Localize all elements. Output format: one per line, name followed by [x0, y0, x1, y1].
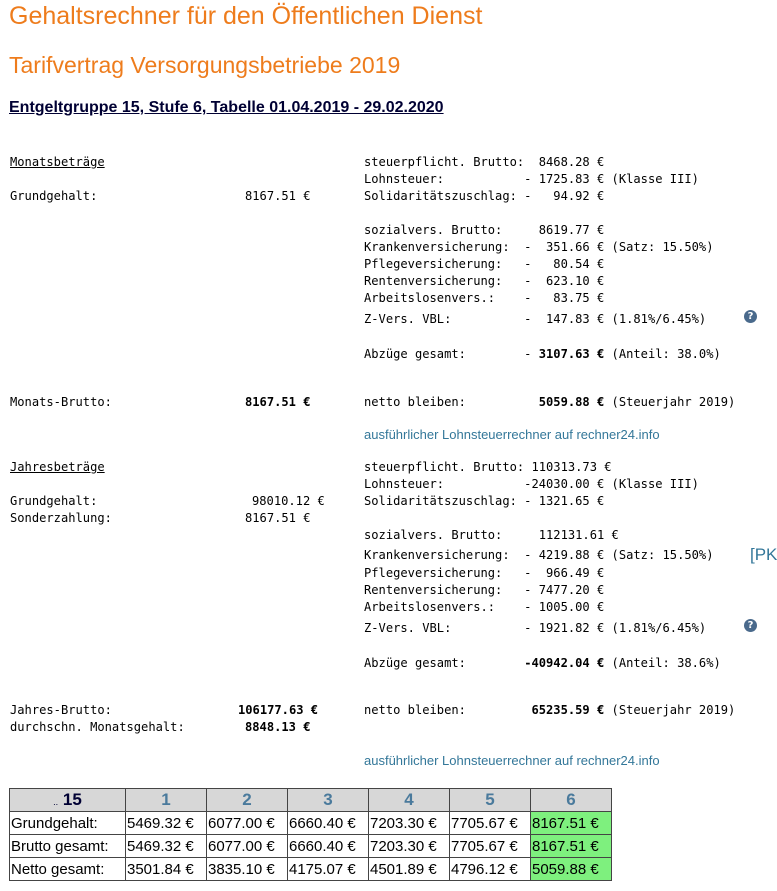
- page-subtitle: Tarifvertrag Versorgungsbetriebe 2019: [9, 52, 401, 78]
- monthly-heading[interactable]: Monatsbeträge: [10, 155, 105, 169]
- table-cell: 6077.00 €: [207, 812, 288, 835]
- yearly-netto-note: (Steuerjahr 2019): [604, 703, 736, 717]
- yearly-steuer-brutto: steuerpflicht. Brutto: 110313.73 €: [364, 460, 612, 474]
- table-cell: 4796.12 €: [450, 858, 531, 881]
- table-row: [10, 858, 612, 881]
- row-label: Brutto gesamt:: [10, 835, 126, 858]
- yearly-sonder-value: 8167.51 €: [245, 511, 311, 525]
- yearly-rechner-link[interactable]: ausführlicher Lohnsteuerrechner auf rechner24.info: [364, 753, 660, 768]
- monthly-netto-value: 5059.88 €: [538, 395, 605, 409]
- table-cell: 7203.30 €: [369, 812, 450, 835]
- table-cell: 4501.89 €: [369, 858, 450, 881]
- help-icon[interactable]: ?: [744, 310, 757, 323]
- yearly-abzuege-label: Abzüge gesamt:: [364, 656, 525, 670]
- table-cell-selected: 8167.51 €: [531, 812, 612, 835]
- yearly-krankenversicherung: Krankenversicherung: - 4219.88 € (Satz: 15.50%): [364, 548, 714, 562]
- page-title: Gehaltsrechner für den Öffentlichen Dienst: [9, 2, 483, 30]
- yearly-zvers: Z-Vers. VBL: - 1921.82 € (1.81%/6.45%): [364, 621, 707, 635]
- table-cell: 6660.40 €: [288, 812, 369, 835]
- monthly-lohnsteuer: Lohnsteuer: - 1725.83 € (Klasse III): [364, 172, 699, 186]
- table-corner-group: .. 15: [10, 789, 126, 812]
- yearly-netto-label: netto bleiben:: [364, 703, 532, 717]
- yearly-avg-label: durchschn. Monatsgehalt:: [10, 720, 185, 734]
- monthly-zvers: Z-Vers. VBL: - 147.83 € (1.81%/6.45%): [364, 312, 707, 326]
- monthly-steuer-brutto: steuerpflicht. Brutto: 8468.28 €: [364, 155, 605, 169]
- table-cell-selected: 8167.51 €: [531, 835, 612, 858]
- table-cell: 7705.67 €: [450, 812, 531, 835]
- yearly-rentenversicherung: Rentenversicherung: - 7477.20 €: [364, 583, 605, 597]
- table-cell: 7705.67 €: [450, 835, 531, 858]
- table-cell-selected: 5059.88 €: [531, 858, 612, 881]
- yearly-brutto-label: Jahres-Brutto:: [10, 703, 112, 717]
- table-cell: 3835.10 €: [207, 858, 288, 881]
- yearly-avg-value: 8848.13 €: [245, 720, 311, 734]
- stufe-header[interactable]: 2: [207, 789, 288, 812]
- monthly-brutto-label: Monats-Brutto:: [10, 395, 112, 409]
- monthly-rentenversicherung: Rentenversicherung: - 623.10 €: [364, 274, 605, 288]
- monthly-rechner-link[interactable]: ausführlicher Lohnsteuerrechner auf rechner24.info: [364, 427, 660, 442]
- yearly-sonder-label: Sonderzahlung:: [10, 511, 112, 525]
- yearly-soli: Solidaritätszuschlag: - 1321.65 €: [364, 494, 605, 508]
- stufe-header-selected[interactable]: 6: [531, 789, 612, 812]
- monthly-grundgehalt-label: Grundgehalt:: [10, 189, 98, 203]
- monthly-abzuege-value: 3107.63 €: [538, 347, 605, 361]
- yearly-lohnsteuer: Lohnsteuer: -24030.00 € (Klasse III): [364, 477, 699, 491]
- yearly-abzuege-value: -40942.04 €: [524, 656, 605, 670]
- table-cell: 6077.00 €: [207, 835, 288, 858]
- monthly-sv-brutto: sozialvers. Brutto: 8619.77 €: [364, 223, 605, 237]
- monthly-abzuege: [364, 346, 721, 363]
- yearly-arbeitslosenvers: Arbeitslosenvers.: - 1005.00 €: [364, 600, 605, 614]
- table-header-row: [10, 789, 612, 812]
- monthly-netto: [364, 394, 735, 411]
- yearly-abzuege-note: (Anteil: 38.6%): [604, 656, 721, 670]
- help-icon[interactable]: ?: [744, 619, 757, 632]
- monthly-abzuege-label: Abzüge gesamt: -: [364, 347, 539, 361]
- row-label: Netto gesamt:: [10, 858, 126, 881]
- yearly-brutto-value: 106177.63 €: [238, 703, 319, 717]
- monthly-abzuege-note: (Anteil: 38.0%): [604, 347, 721, 361]
- monthly-krankenversicherung: Krankenversicherung: - 351.66 € (Satz: 15.50%): [364, 240, 714, 254]
- monthly-soli: Solidaritätszuschlag: - 94.92 €: [364, 189, 605, 203]
- table-cell: 5469.32 €: [126, 835, 207, 858]
- stufe-header[interactable]: 4: [369, 789, 450, 812]
- monthly-brutto-value: 8167.51 €: [245, 395, 311, 409]
- yearly-netto-value: 65235.59 €: [531, 703, 605, 717]
- monthly-pflegeversicherung: Pflegeversicherung: - 80.54 €: [364, 257, 605, 271]
- table-row: [10, 835, 612, 858]
- monthly-netto-label: netto bleiben:: [364, 395, 539, 409]
- stufe-header[interactable]: 3: [288, 789, 369, 812]
- monthly-netto-note: (Steuerjahr 2019): [604, 395, 736, 409]
- table-cell: 4175.07 €: [288, 858, 369, 881]
- yearly-pflegeversicherung: Pflegeversicherung: - 966.49 €: [364, 566, 605, 580]
- table-cell: 7203.30 €: [369, 835, 450, 858]
- stufen-table: [9, 788, 612, 881]
- yearly-sv-brutto: sozialvers. Brutto: 112131.61 €: [364, 528, 619, 542]
- table-cell: 3501.84 €: [126, 858, 207, 881]
- yearly-heading[interactable]: Jahresbeträge: [10, 460, 105, 474]
- stufe-header[interactable]: 1: [126, 789, 207, 812]
- monthly-arbeitslosenvers: Arbeitslosenvers.: - 83.75 €: [364, 291, 605, 305]
- monthly-grundgehalt-value: 8167.51 €: [245, 189, 311, 203]
- yearly-grundgehalt-label: Grundgehalt:: [10, 494, 98, 508]
- table-cell: 5469.32 €: [126, 812, 207, 835]
- yearly-grundgehalt-value: 98010.12 €: [252, 494, 325, 508]
- yearly-abzuege: [364, 655, 721, 672]
- group-heading[interactable]: Entgeltgruppe 15, Stufe 6, Tabelle 01.04.2019 - 29.02.2020: [9, 99, 444, 116]
- table-row: [10, 812, 612, 835]
- yearly-netto: [364, 702, 735, 719]
- table-cell: 6660.40 €: [288, 835, 369, 858]
- pk-link[interactable]: [PK: [750, 545, 777, 564]
- stufe-header[interactable]: 5: [450, 789, 531, 812]
- row-label: Grundgehalt:: [10, 812, 126, 835]
